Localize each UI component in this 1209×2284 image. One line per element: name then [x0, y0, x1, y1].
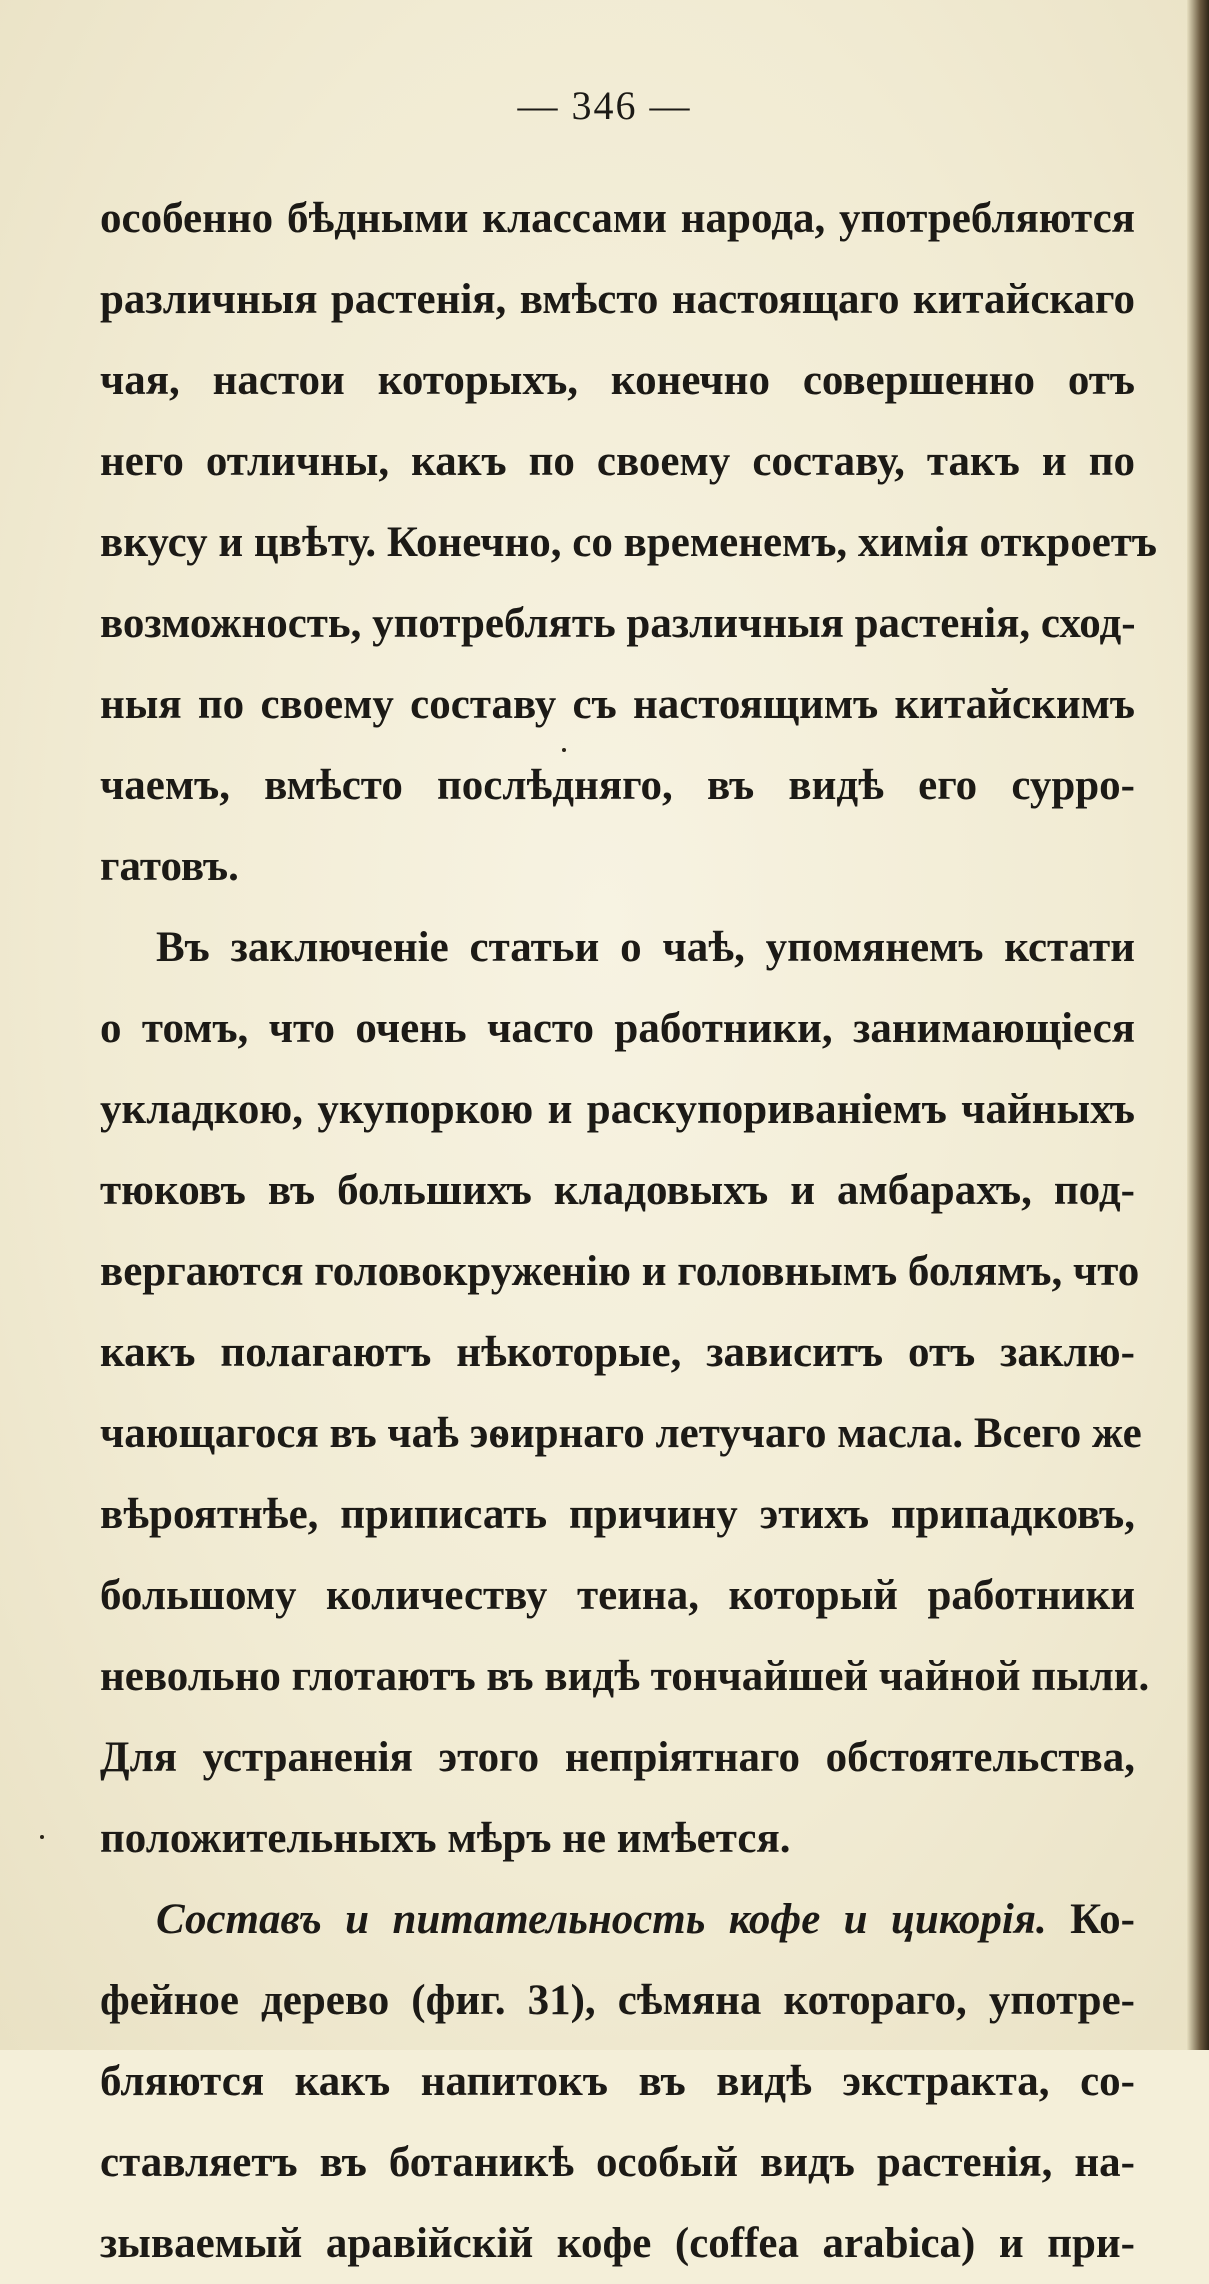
text-line: ныя по своему составу съ настоящимъ китайскимъ — [100, 681, 1135, 728]
text-line: чая, настои которыхъ, конечно совершенно отъ — [100, 357, 1135, 404]
text-line: бляются какъ напитокъ въ видѣ экстракта, со- — [100, 2058, 1135, 2105]
text-line: зываемый аравійскій кофе (coffea arabica) и при- — [100, 2220, 1135, 2267]
body-text — [100, 178, 1157, 2284]
text-line: Въ заключеніе статьи о чаѣ, упомянемъ кстати — [156, 924, 1135, 971]
text-line: какъ полагаютъ нѣкоторые, зависитъ отъ заклю- — [100, 1329, 1135, 1376]
text-line: чающагося въ чаѣ эѳирнаго летучаго масла. Всего же — [100, 1410, 1142, 1457]
ink-speck — [562, 748, 566, 752]
text-line: положительныхъ мѣръ не имѣется. — [100, 1815, 791, 1862]
heading-continuation: Ко- — [1046, 1896, 1136, 1943]
text-line: укладкою, укупоркою и раскупориваніемъ чайныхъ — [100, 1086, 1135, 1133]
text-line: ставляетъ въ ботаникѣ особый видъ растенія, на- — [100, 2139, 1135, 2186]
text-line: различныя растенія, вмѣсто настоящаго китайскаго — [100, 276, 1135, 323]
text-line: вергаются головокруженію и головнымъ болямъ, что — [100, 1248, 1140, 1295]
text-line: вѣроятнѣе, приписать причину этихъ припадковъ, — [100, 1491, 1135, 1538]
section-heading-line — [100, 1879, 1135, 1960]
ink-speck — [40, 1835, 44, 1839]
page-edge-shadow — [1187, 0, 1209, 2050]
section-heading: Составъ и питательность кофе и цикорія. — [156, 1896, 1047, 1943]
text-line: о томъ, что очень часто работники, занимающіеся — [100, 1005, 1135, 1052]
text-line: большому количеству теина, который работники — [100, 1572, 1135, 1619]
text-line: возможность, употреблять различныя растенія, сход- — [100, 600, 1136, 647]
text-line: чаемъ, вмѣсто послѣдняго, въ видѣ его сурро- — [100, 762, 1135, 809]
text-line: особенно бѣдными классами народа, употребляются — [100, 195, 1135, 242]
text-line: него отличны, какъ по своему составу, такъ и по — [100, 438, 1135, 485]
text-line: невольно глотаютъ въ видѣ тончайшей чайной пыли. — [100, 1653, 1150, 1700]
page-number: — 346 — — [517, 83, 692, 128]
text-line: Для устраненія этого непріятнаго обстоятельства, — [100, 1734, 1135, 1781]
text-line: тюковъ въ большихъ кладовыхъ и амбарахъ, под- — [100, 1167, 1135, 1214]
text-line: вкусу и цвѣту. Конечно, со временемъ, химія откроетъ — [100, 519, 1157, 566]
text-line: фейное дерево (фиг. 31), сѣмяна котораго, употре- — [100, 1977, 1135, 2024]
text-line: гатовъ. — [100, 843, 239, 890]
